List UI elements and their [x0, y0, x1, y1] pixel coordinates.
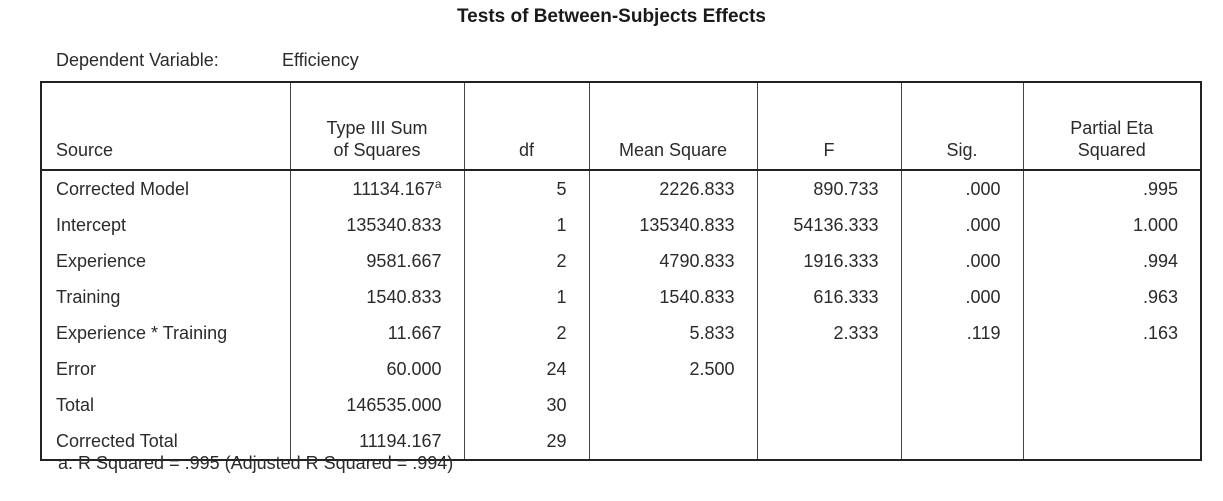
table-row — [41, 243, 1201, 279]
col-header-mean-square — [589, 82, 757, 170]
cell-partial-eta-squared: .995 — [1023, 170, 1201, 207]
cell-sig: .000 — [901, 207, 1023, 243]
col-header-df — [464, 82, 589, 170]
cell-df: 24 — [464, 351, 589, 387]
cell-sum-of-squares: 11194.167 — [290, 423, 464, 460]
cell-source: Corrected Model — [56, 179, 190, 199]
cell-value: 11134.167 — [352, 179, 435, 199]
cell-sig: .000 — [901, 279, 1023, 315]
cell-partial-eta-squared — [1023, 387, 1201, 423]
col-header-source — [41, 82, 290, 170]
cell-mean-square: 135340.833 — [589, 207, 757, 243]
cell-mean-square: 4790.833 — [589, 243, 757, 279]
col-header-sum-of-squares — [290, 82, 464, 170]
col-header-line1: Partial Eta — [1070, 118, 1154, 138]
cell-source: Error — [56, 359, 96, 379]
cell-partial-eta-squared: 1.000 — [1023, 207, 1201, 243]
cell-sig: .119 — [901, 315, 1023, 351]
cell-source: Corrected Total — [56, 431, 178, 451]
cell-mean-square — [589, 423, 757, 460]
dependent-variable-value: Efficiency — [282, 50, 359, 70]
cell-df: 2 — [464, 315, 589, 351]
cell-f — [757, 387, 901, 423]
cell-source: Total — [56, 395, 95, 415]
col-header-line2: df — [518, 140, 534, 160]
col-header-line2: Source — [56, 140, 114, 160]
table-title: Tests of Between-Subjects Effects — [456, 6, 766, 27]
footnote-marker: a — [434, 177, 442, 191]
cell-f: 890.733 — [757, 170, 901, 207]
cell-source: Intercept — [56, 215, 127, 235]
cell-source: Experience — [56, 251, 147, 271]
dependent-variable-label: Dependent Variable: — [56, 50, 219, 70]
col-header-sig — [901, 82, 1023, 170]
cell-sig: .000 — [901, 170, 1023, 207]
cell-partial-eta-squared — [1023, 423, 1201, 460]
col-header-f — [757, 82, 901, 170]
cell-mean-square: 2226.833 — [589, 170, 757, 207]
col-header-line2: Sig. — [946, 140, 978, 160]
cell-f — [757, 351, 901, 387]
table-row — [41, 351, 1201, 387]
table-row — [41, 207, 1201, 243]
cell-partial-eta-squared — [1023, 351, 1201, 387]
cell-sig — [901, 387, 1023, 423]
table-row — [41, 279, 1201, 315]
cell-sum-of-squares: 1540.833 — [290, 279, 464, 315]
cell-df: 30 — [464, 387, 589, 423]
cell-mean-square — [589, 387, 757, 423]
cell-df: 5 — [464, 170, 589, 207]
header-row — [41, 82, 1201, 170]
table-row — [41, 387, 1201, 423]
cell-sum-of-squares: 146535.000 — [290, 387, 464, 423]
table-row — [41, 170, 1201, 207]
cell-sum-of-squares: 9581.667 — [290, 243, 464, 279]
cell-sum-of-squares: 135340.833 — [290, 207, 464, 243]
cell-source: Experience * Training — [56, 323, 228, 343]
col-header-line1: Type III Sum — [326, 118, 428, 138]
cell-sum-of-squares — [290, 170, 464, 207]
col-header-line2: F — [823, 140, 835, 160]
cell-sum-of-squares: 60.000 — [290, 351, 464, 387]
cell-df: 1 — [464, 207, 589, 243]
anova-table — [40, 81, 1202, 461]
cell-partial-eta-squared: .163 — [1023, 315, 1201, 351]
cell-f: 54136.333 — [757, 207, 901, 243]
cell-mean-square: 5.833 — [589, 315, 757, 351]
cell-df: 29 — [464, 423, 589, 460]
cell-partial-eta-squared: .994 — [1023, 243, 1201, 279]
table-row — [41, 315, 1201, 351]
col-header-partial-eta-squared — [1023, 82, 1201, 170]
col-header-line2: Mean Square — [618, 140, 728, 160]
dependent-variable-line — [56, 50, 359, 71]
cell-sig — [901, 351, 1023, 387]
cell-f: 1916.333 — [757, 243, 901, 279]
cell-sig: .000 — [901, 243, 1023, 279]
cell-source: Training — [56, 287, 121, 307]
cell-f: 2.333 — [757, 315, 901, 351]
cell-mean-square: 1540.833 — [589, 279, 757, 315]
cell-sig — [901, 423, 1023, 460]
table-footnote: a. R Squared = .995 (Adjusted R Squared = .994) — [58, 453, 454, 473]
cell-sum-of-squares: 11.667 — [290, 315, 464, 351]
cell-f — [757, 423, 901, 460]
cell-df: 2 — [464, 243, 589, 279]
col-header-line2: Squared — [1077, 140, 1146, 160]
cell-partial-eta-squared: .963 — [1023, 279, 1201, 315]
cell-df: 1 — [464, 279, 589, 315]
col-header-line2: of Squares — [333, 140, 421, 160]
cell-f: 616.333 — [757, 279, 901, 315]
cell-mean-square: 2.500 — [589, 351, 757, 387]
